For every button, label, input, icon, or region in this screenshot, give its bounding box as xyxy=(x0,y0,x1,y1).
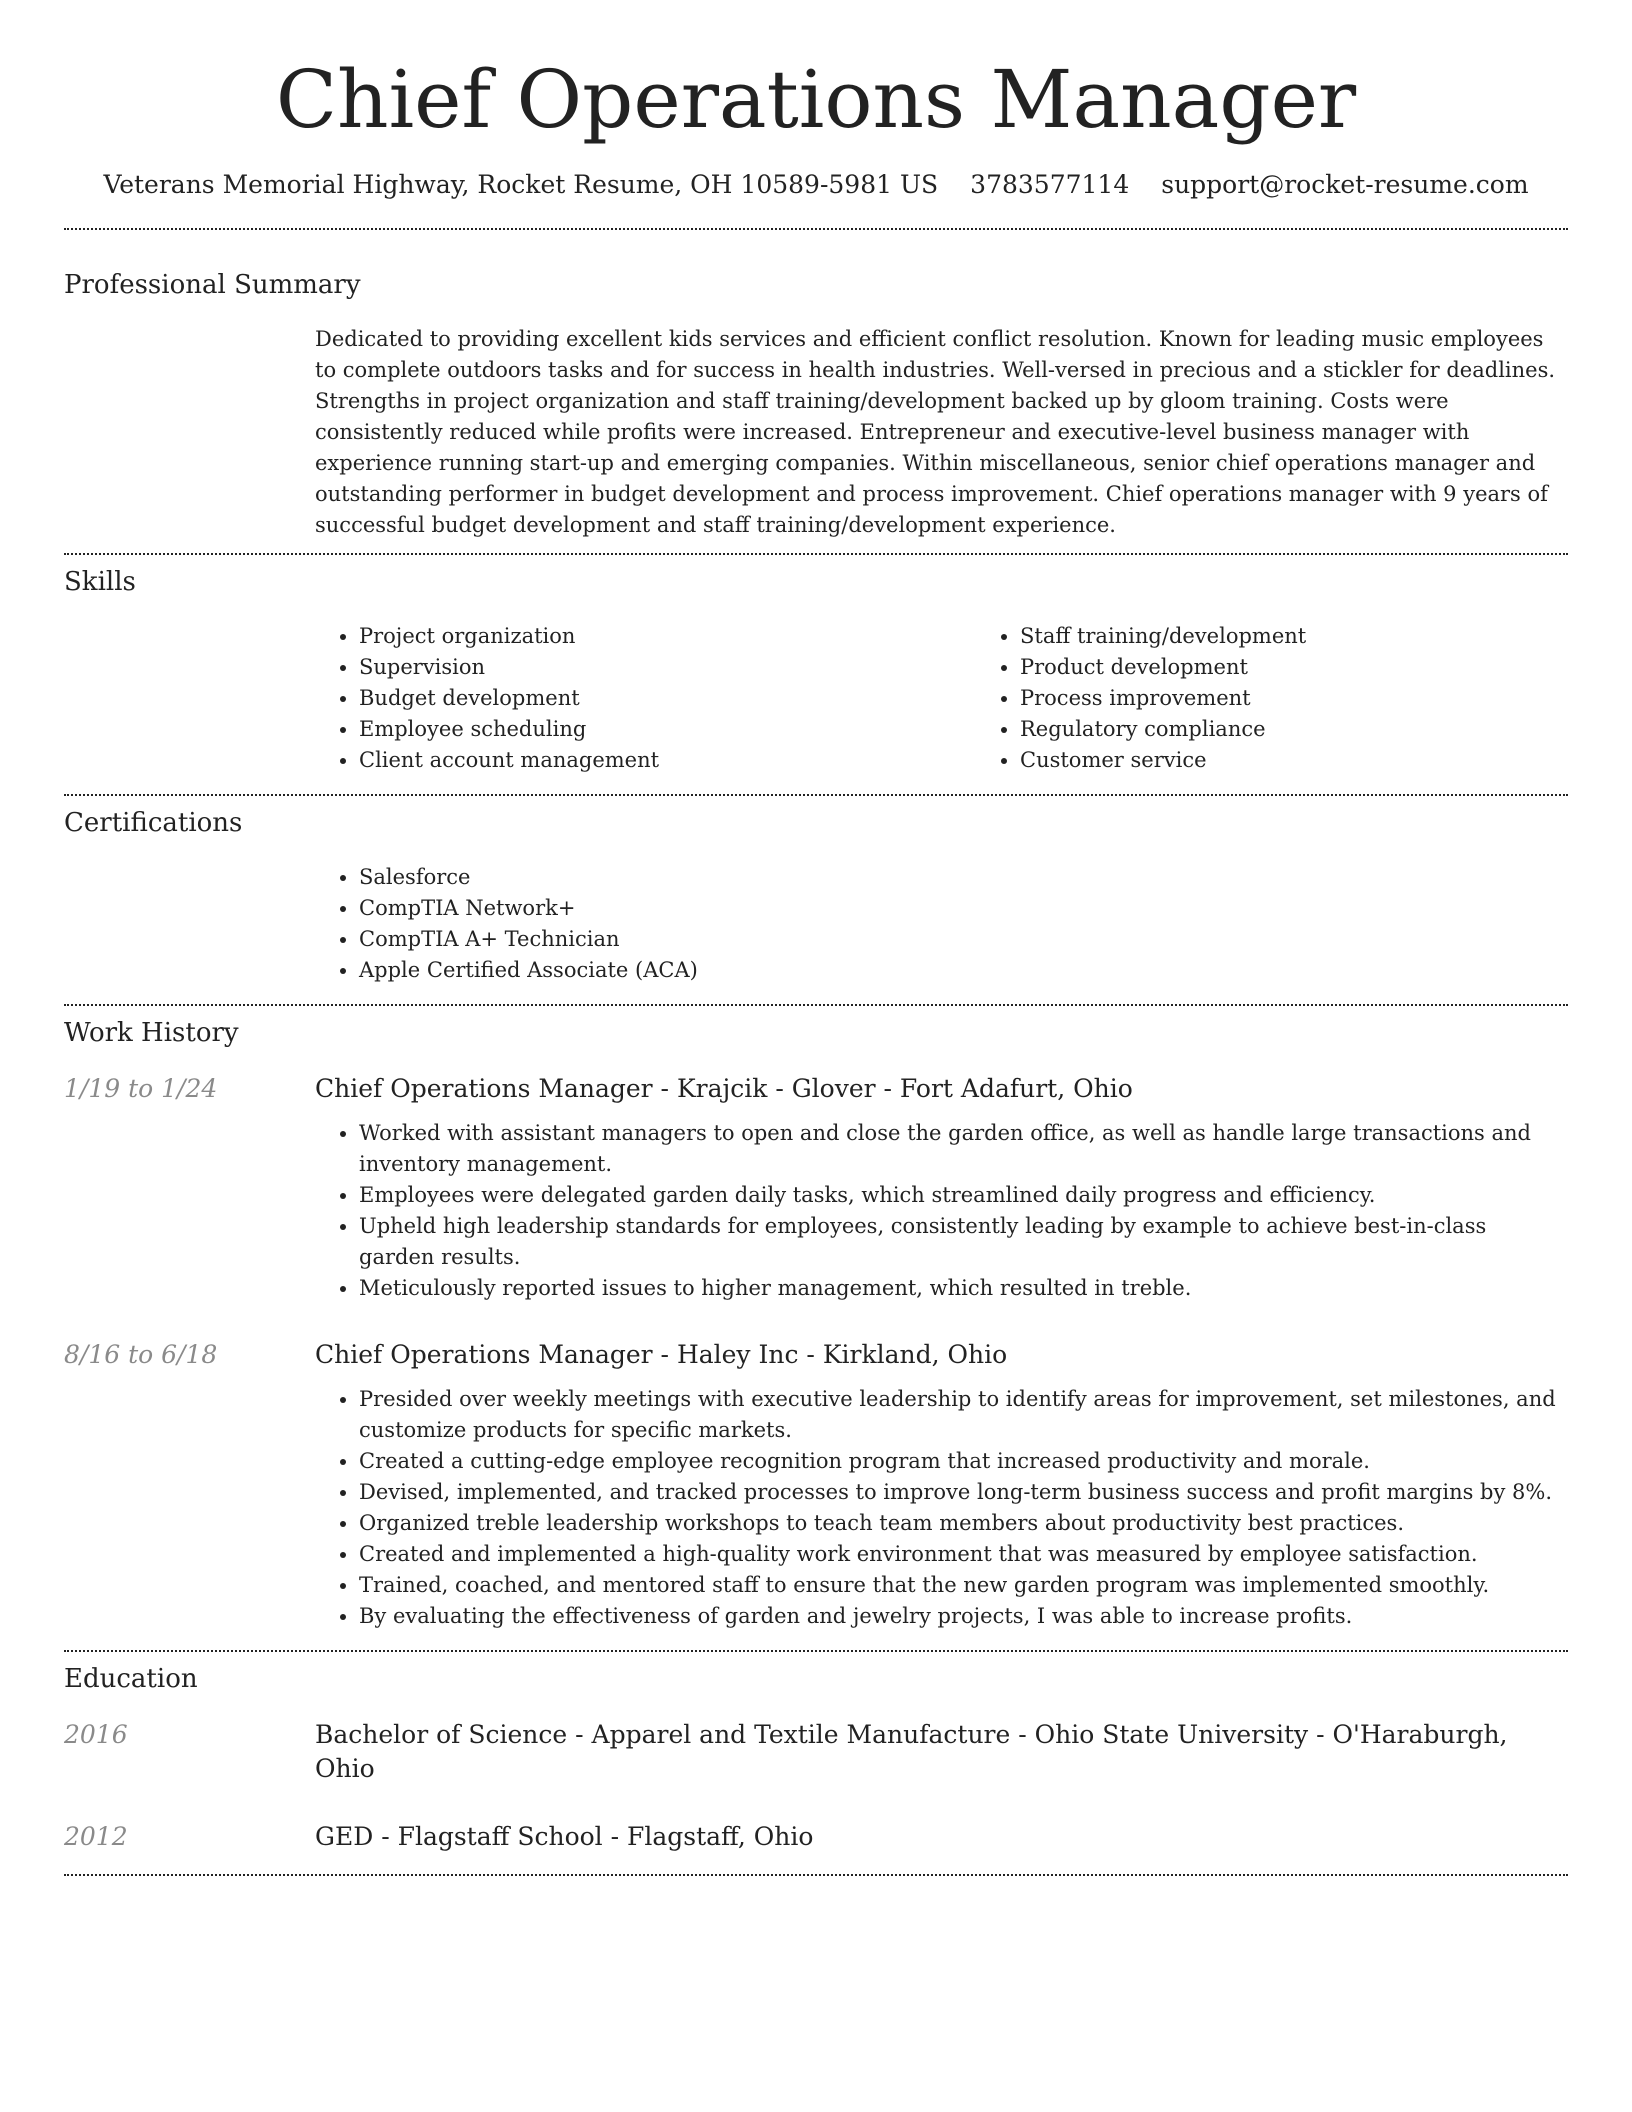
list-item: • Supervision xyxy=(359,652,976,683)
education-entry xyxy=(64,1820,1568,1854)
certifications-heading: Certifications xyxy=(64,808,243,838)
education-year: 2012 xyxy=(64,1822,128,1851)
education-entry xyxy=(64,1718,1568,1786)
education-title: GED - Flagstaff School - Flagstaff, Ohio xyxy=(315,1822,814,1851)
job-entry xyxy=(64,1072,1568,1106)
list-item: • Employee scheduling xyxy=(359,714,976,745)
education-title: Bachelor of Science - Apparel and Textile Manufacture - Ohio State University - O'Haraburgh, Ohio xyxy=(315,1720,1508,1783)
job-bullets xyxy=(315,1118,1568,1304)
phone-text: 3783577114 xyxy=(970,170,1130,199)
skills-heading: Skills xyxy=(64,567,136,597)
skills-list-left xyxy=(315,621,976,776)
education-year: 2016 xyxy=(64,1720,128,1749)
list-item: • Apple Certified Associate (ACA) xyxy=(359,955,1568,986)
job-title: Chief Operations Manager - Krajcik - Glover - Fort Adafurt, Ohio xyxy=(315,1074,1133,1103)
list-item: • Employees were delegated garden daily tasks, which streamlined daily progress and efficiency. xyxy=(359,1180,1568,1211)
list-item: • Client account management xyxy=(359,745,976,776)
email-text: support@rocket-resume.com xyxy=(1161,170,1529,199)
education-divider xyxy=(64,1874,1568,1876)
list-item: • Budget development xyxy=(359,683,976,714)
education-heading: Education xyxy=(64,1664,198,1694)
summary-heading: Professional Summary xyxy=(64,270,361,300)
list-item: • Customer service xyxy=(1020,745,1632,776)
job-entry xyxy=(64,1338,1568,1372)
list-item: • Product development xyxy=(1020,652,1632,683)
list-item: • CompTIA A+ Technician xyxy=(359,924,1568,955)
list-item: • Organized treble leadership workshops to teach team members about productivity best practices. xyxy=(359,1508,1568,1539)
list-item: • By evaluating the effectiveness of garden and jewelry projects, I was able to increase profits. xyxy=(359,1601,1568,1632)
resume-header xyxy=(64,0,1568,202)
address-text: Veterans Memorial Highway, Rocket Resume, OH 10589-5981 US xyxy=(103,170,939,199)
candidate-name: Chief Operations Manager xyxy=(275,53,1357,146)
list-item: • Upheld high leadership standards for employees, consistently leading by example to achieve best-in-class garden results. xyxy=(359,1211,1568,1273)
job-bullets xyxy=(315,1384,1568,1632)
list-item: • Salesforce xyxy=(359,862,1568,893)
list-item: • Meticulously reported issues to higher management, which resulted in treble. xyxy=(359,1273,1568,1304)
certifications-list xyxy=(315,862,1568,986)
summary-text: Dedicated to providing excellent kids services and efficient conflict resolution. Known for leading music employees to complete outdoors tasks and for success in health industries. Well-versed in precious and a stickler for deadlines. Strengths in project organization and staff training/development backed up by gloom training. Costs were consistently reduced while profits were increased. Entrepreneur and executive-level business manager with experience running start-up and emerging companies. Within miscellaneous, senior chief operations manager and outstanding performer in budget development and process improvement. Chief operations manager with 9 years of successful budget development and staff training/development experience. xyxy=(315,327,1556,537)
work-section xyxy=(64,1006,1568,1632)
job-dates: 8/16 to 6/18 xyxy=(64,1340,218,1369)
list-item: • CompTIA Network+ xyxy=(359,893,1568,924)
list-item: • Presided over weekly meetings with executive leadership to identify areas for improvement, set milestones, and customize products for specific markets. xyxy=(359,1384,1568,1446)
list-item: • Project organization xyxy=(359,621,976,652)
list-item: • Regulatory compliance xyxy=(1020,714,1632,745)
job-title: Chief Operations Manager - Haley Inc - Kirkland, Ohio xyxy=(315,1340,1008,1369)
education-section xyxy=(64,1652,1568,1854)
list-item: • Created and implemented a high-quality work environment that was measured by employee satisfaction. xyxy=(359,1539,1568,1570)
list-item: • Process improvement xyxy=(1020,683,1632,714)
list-item: • Devised, implemented, and tracked processes to improve long-term business success and profit margins by 8%. xyxy=(359,1477,1568,1508)
summary-section xyxy=(64,230,1568,541)
skills-list-right xyxy=(976,621,1632,776)
contact-line xyxy=(64,168,1568,202)
list-item: • Staff training/development xyxy=(1020,621,1632,652)
certifications-section xyxy=(64,796,1568,986)
job-dates: 1/19 to 1/24 xyxy=(64,1074,218,1103)
list-item: • Created a cutting-edge employee recognition program that increased productivity and morale. xyxy=(359,1446,1568,1477)
skills-section xyxy=(64,555,1568,776)
work-heading: Work History xyxy=(64,1018,239,1048)
list-item: • Trained, coached, and mentored staff to ensure that the new garden program was implemented smoothly. xyxy=(359,1570,1568,1601)
list-item: • Worked with assistant managers to open and close the garden office, as well as handle large transactions and inventory management. xyxy=(359,1118,1568,1180)
